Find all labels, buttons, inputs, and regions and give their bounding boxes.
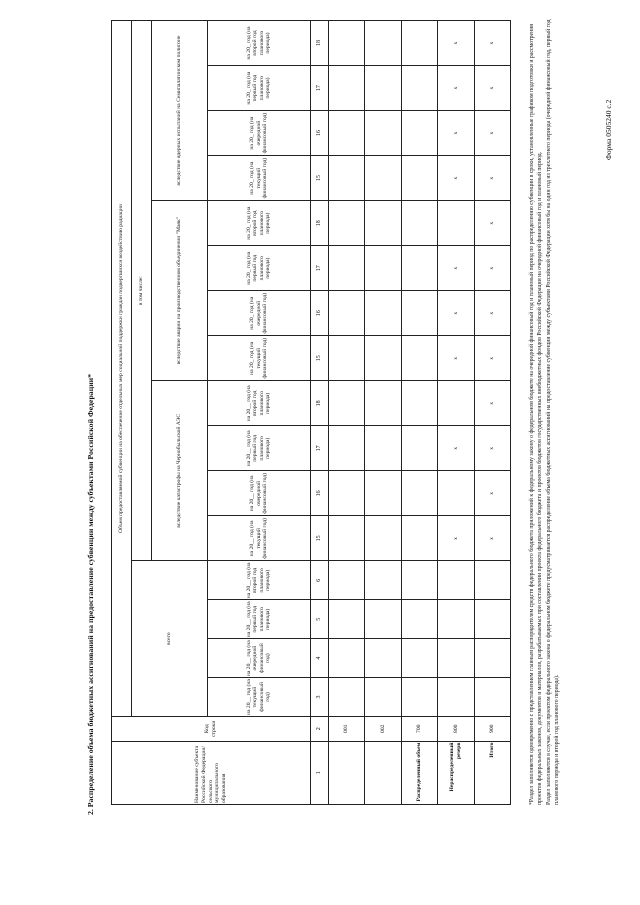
data-cell: x — [438, 291, 474, 336]
data-cell — [365, 201, 401, 246]
column-number: 17 — [310, 246, 328, 291]
data-cell: x — [438, 156, 474, 201]
column-number-row — [310, 21, 328, 805]
year-header: на 20_ год (на первый год планового периода) — [208, 66, 311, 111]
footnote — [528, 15, 562, 805]
data-cell — [328, 291, 364, 336]
table-row — [365, 21, 401, 805]
data-cell — [474, 678, 510, 717]
data-cell — [401, 291, 437, 336]
header-total: всего — [131, 561, 207, 717]
data-cell — [401, 471, 437, 516]
year-header: на 20__ год (на второй год планового периода) — [208, 381, 311, 426]
data-cell: x — [474, 291, 510, 336]
data-cell — [328, 516, 364, 561]
data-cell: x — [474, 201, 510, 246]
column-number: 2 — [310, 716, 328, 741]
column-number: 16 — [310, 111, 328, 156]
data-cell — [365, 426, 401, 471]
data-cell — [365, 246, 401, 291]
column-number: 5 — [310, 600, 328, 639]
data-cell — [328, 336, 364, 381]
data-cell: x — [474, 336, 510, 381]
column-number: 18 — [310, 21, 328, 66]
data-cell — [328, 426, 364, 471]
data-cell — [328, 471, 364, 516]
data-cell — [365, 639, 401, 678]
form-label: Форма 0505240 с.2 — [604, 99, 613, 160]
data-cell — [328, 111, 364, 156]
year-header: на 20_ год (на второй год планового периода) — [208, 201, 311, 246]
data-cell — [401, 561, 437, 600]
data-cell: x — [474, 111, 510, 156]
column-number: 15 — [310, 156, 328, 201]
column-number: 18 — [310, 201, 328, 246]
data-cell — [474, 561, 510, 600]
year-header: на 20__ год (на текущий финансовый год) — [208, 516, 311, 561]
row-name — [365, 741, 401, 804]
year-header: на 20__ год (на очередной финансовый год) — [208, 639, 311, 678]
data-cell — [328, 156, 364, 201]
data-cell: x — [438, 246, 474, 291]
header-mayak: вследствие аварии на производственном объединении "Маяк" — [151, 201, 207, 381]
data-cell — [401, 21, 437, 66]
header-semipalatinsk: вследствие ядерных испытаний на Семипалатинском полигоне — [151, 21, 207, 201]
data-cell — [401, 246, 437, 291]
table-row — [474, 21, 510, 805]
column-number: 4 — [310, 639, 328, 678]
header-code-column: Код строки — [112, 716, 311, 741]
data-cell — [401, 516, 437, 561]
column-number: 15 — [310, 336, 328, 381]
data-cell — [401, 426, 437, 471]
row-name: Итого — [474, 741, 510, 804]
table-row — [438, 21, 474, 805]
data-cell — [438, 381, 474, 426]
data-cell — [328, 381, 364, 426]
column-number: 17 — [310, 66, 328, 111]
data-cell: x — [474, 471, 510, 516]
header-chernobyl: вследствие катастрофы на Чернобыльской АЭС — [151, 381, 207, 561]
data-cell — [328, 561, 364, 600]
data-cell: x — [474, 246, 510, 291]
column-number: 16 — [310, 471, 328, 516]
data-cell — [365, 291, 401, 336]
table-body — [328, 21, 510, 805]
row-code: 800 — [438, 716, 474, 741]
row-code: 002 — [365, 716, 401, 741]
column-number: 17 — [310, 426, 328, 471]
subvention-distribution-table — [111, 20, 511, 805]
data-cell — [328, 639, 364, 678]
table-row — [328, 21, 364, 805]
table-row — [401, 21, 437, 805]
data-cell — [401, 381, 437, 426]
data-cell: x — [474, 516, 510, 561]
column-number: 15 — [310, 516, 328, 561]
row-name: Распределенный объем — [401, 741, 437, 804]
data-cell — [328, 66, 364, 111]
data-cell — [438, 639, 474, 678]
data-cell — [328, 600, 364, 639]
year-header: на 20__ год (на текущий финансовый год) — [208, 678, 311, 717]
column-number: 16 — [310, 291, 328, 336]
data-cell — [401, 336, 437, 381]
data-cell: x — [438, 66, 474, 111]
footnote-paragraph: *Раздел заполняется одновременно с представлением главным распорядителем средств федерального бюджета приложений к федеральному закону о федеральном бюджете на очередной финансовый год и плановый период по распределению субвенции в сроки, установленные графиком подготовки и рассмотрения проектов федеральных законов, документов и материалов, разрабатываемых при составлении проекта федерального бюджета и проектов бюджетов государственных внебюджетных фондов Российской Федерации на очередной финансовый год и плановый период. — [529, 24, 544, 805]
data-cell — [474, 600, 510, 639]
column-number: 3 — [310, 678, 328, 717]
data-cell — [328, 21, 364, 66]
data-cell: x — [474, 156, 510, 201]
data-cell — [365, 66, 401, 111]
data-cell — [438, 201, 474, 246]
data-cell — [365, 21, 401, 66]
year-header: на 20_ год (на первый год планового периода) — [208, 246, 311, 291]
data-cell — [365, 381, 401, 426]
data-cell — [365, 111, 401, 156]
data-cell: x — [474, 381, 510, 426]
year-header: на 20_ год (на очередной финансовый год) — [208, 291, 311, 336]
data-cell — [328, 678, 364, 717]
year-header: на 20__ год (на второй год планового периода) — [208, 561, 311, 600]
data-cell: x — [438, 21, 474, 66]
data-cell: x — [474, 426, 510, 471]
data-cell — [365, 471, 401, 516]
year-header: на 20_ год (на очередной финансовый год) — [208, 111, 311, 156]
data-cell — [365, 678, 401, 717]
data-cell — [438, 600, 474, 639]
data-cell — [401, 201, 437, 246]
data-cell — [365, 156, 401, 201]
data-cell — [401, 111, 437, 156]
data-cell: x — [438, 111, 474, 156]
data-cell — [438, 561, 474, 600]
year-header: на 20__ год (на первый год планового периода) — [208, 426, 311, 471]
row-name: Нераспределенный резерв — [438, 741, 474, 804]
column-number: 1 — [310, 741, 328, 804]
data-cell: x — [438, 516, 474, 561]
year-header: на 20_ год (на текущий финансовый год) — [208, 336, 311, 381]
year-header: на 20_ год (на текущий финансовый год) — [208, 156, 311, 201]
column-number: 6 — [310, 561, 328, 600]
data-cell — [401, 678, 437, 717]
data-cell — [401, 156, 437, 201]
data-cell: x — [438, 426, 474, 471]
data-cell — [365, 561, 401, 600]
data-cell: x — [474, 21, 510, 66]
row-name — [328, 741, 364, 804]
data-cell — [438, 471, 474, 516]
data-cell — [328, 201, 364, 246]
data-cell: x — [474, 66, 510, 111]
data-cell — [365, 516, 401, 561]
data-cell — [401, 600, 437, 639]
header-in-that-number: в том числе: — [131, 21, 151, 561]
data-cell — [365, 336, 401, 381]
header-volume: Объем предоставляемой субвенции на обеспечение отдельных мер социальной поддержки граждан подвергшихся воздействию радиации — [112, 21, 132, 717]
data-cell — [438, 678, 474, 717]
data-cell — [474, 639, 510, 678]
row-code: 700 — [401, 716, 437, 741]
data-cell — [401, 639, 437, 678]
data-cell: x — [438, 336, 474, 381]
data-cell — [401, 66, 437, 111]
section-title-vertical: 2. Распределение объема бюджетных ассигнований на предоставление субвенции между субъектами Российской Федерации* — [86, 373, 95, 815]
column-number: 18 — [310, 381, 328, 426]
header-name-column: Наименование субъекта Российской Федерации/ сельского муниципального образования — [112, 741, 311, 804]
year-header: на 20__ год (на первый год планового периода) — [208, 600, 311, 639]
row-code: 900 — [474, 716, 510, 741]
year-header: на 20__ год (на очередной финансовый год) — [208, 471, 311, 516]
data-cell — [328, 246, 364, 291]
data-cell — [365, 600, 401, 639]
footnote-paragraph: Раздел заполняется в случае, если проектом федерального закона о федеральном бюджете предусматривается распределение объема бюджетных ассигнований на предоставление субвенции между субъектами Российской Федерации хотя бы на один год из трехлетнего периода (очередной финансовый год, первый год планового периода и второй год планового периода). — [545, 19, 561, 805]
year-header: на 20_ год (на второй год планового периода) — [208, 21, 311, 66]
row-code: 001 — [328, 716, 364, 741]
